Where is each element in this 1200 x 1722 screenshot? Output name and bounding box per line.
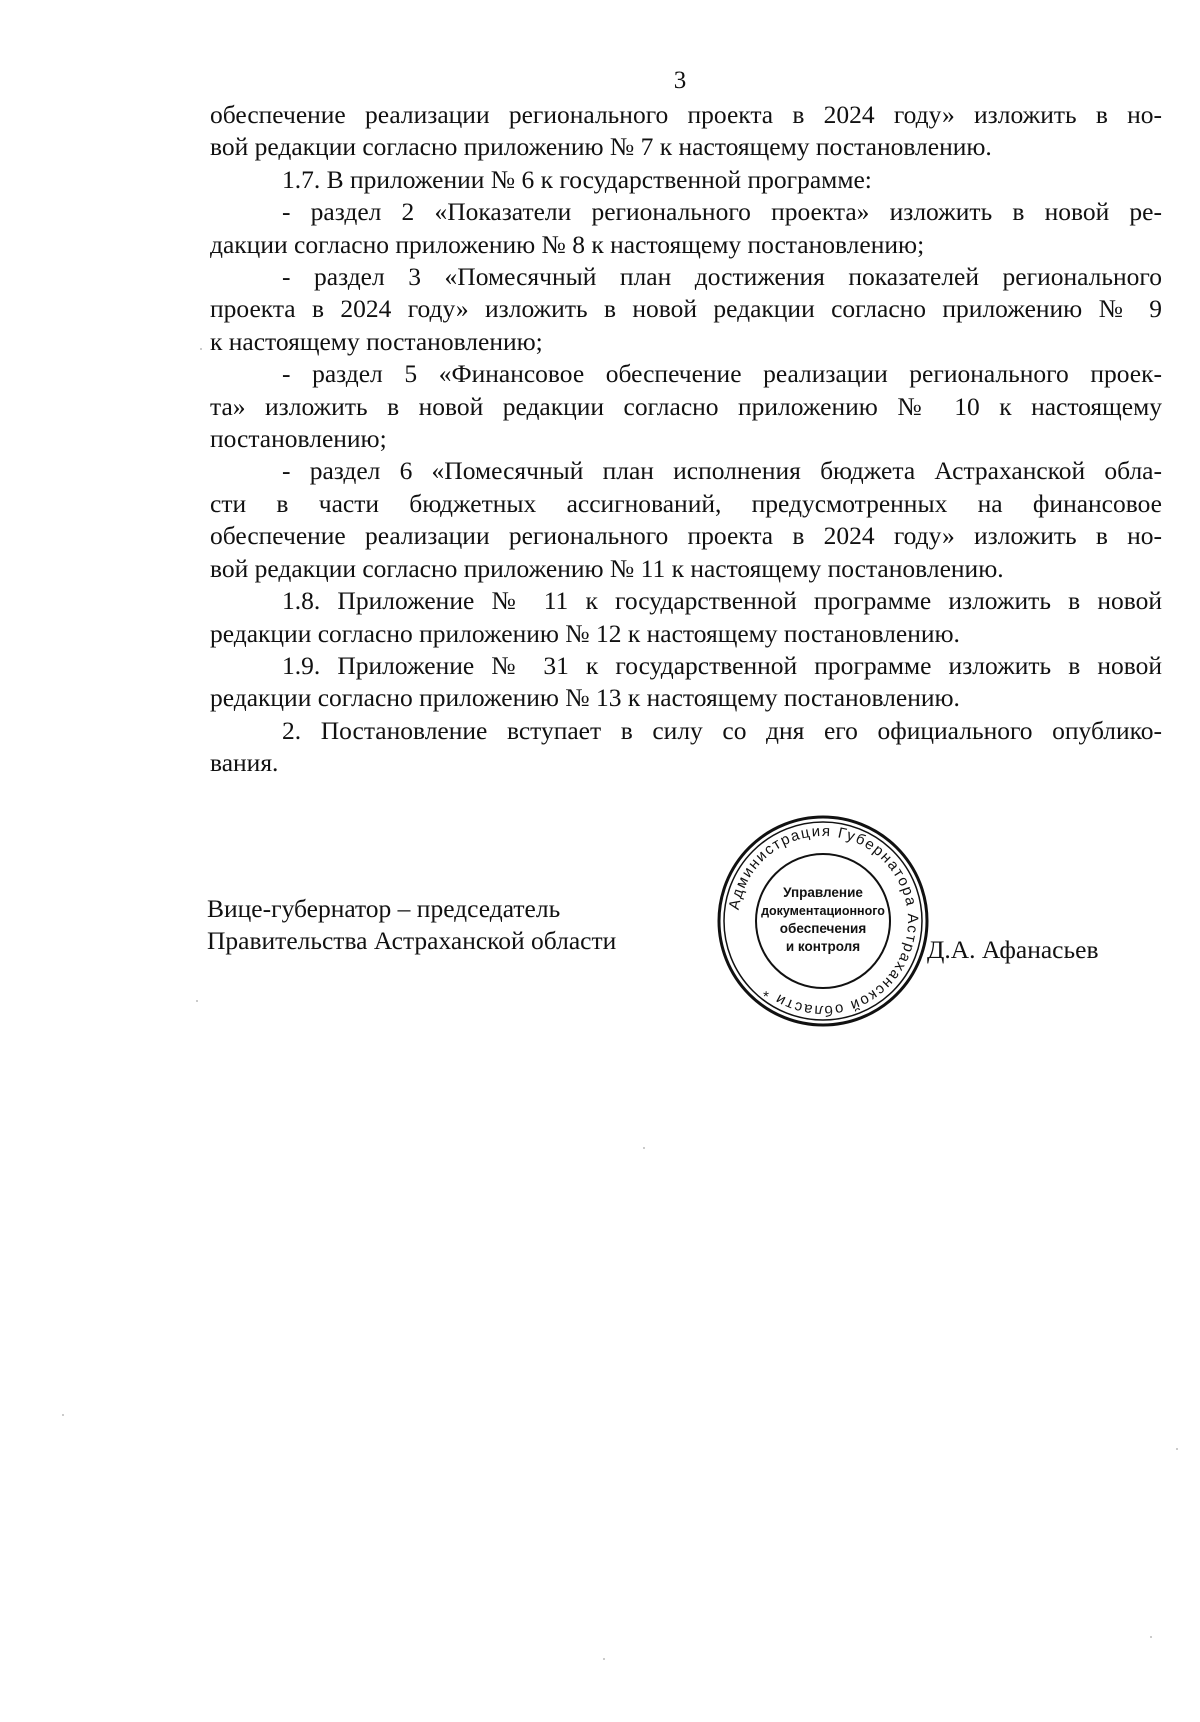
- text-line: - раздел 6 «Помесячный план исполнения бюджета Астраханской обла-: [282, 456, 1162, 486]
- stamp-center-line: Управление: [783, 885, 863, 900]
- text-line: вой редакции согласно приложению № 11 к настоящему постановлению.: [210, 553, 1004, 583]
- text-line: обеспечение реализации регионального проекта в 2024 году» изложить в но-: [210, 521, 1162, 551]
- text-line: проекта в 2024 году» изложить в новой редакции согласно приложению № 9: [210, 294, 1162, 324]
- paragraph-section-3: [210, 261, 1162, 358]
- stamp-center-line: обеспечения: [779, 921, 867, 936]
- signer-position-line: Вице-губернатор – председатель: [207, 894, 561, 923]
- scan-speck: [62, 1414, 64, 1416]
- paragraph-section-6: [210, 455, 1162, 585]
- text-line: сти в части бюджетных ассигнований, предусмотренных на финансовое: [210, 488, 1162, 518]
- document-body: [210, 99, 1162, 780]
- text-line: обеспечение реализации регионального проекта в 2024 году» изложить в но-: [210, 100, 1162, 129]
- paragraph-section-2: [210, 196, 1162, 261]
- paragraph-item-1-9: [210, 650, 1162, 715]
- text-line: - раздел 3 «Помесячный план достижения показателей регионального: [282, 262, 1162, 292]
- text-line: - раздел 2 «Показатели регионального проекта» изложить в новой ре-: [282, 197, 1162, 227]
- scan-speck: [196, 1000, 198, 1002]
- stamp-center-line: документационного: [761, 904, 885, 918]
- signer-name: Д.А. Афанасьев: [927, 935, 1099, 964]
- text-line: вой редакции согласно приложению № 7 к настоящему постановлению.: [210, 132, 992, 162]
- text-line: вания.: [210, 748, 279, 778]
- scan-speck: [603, 1658, 605, 1660]
- stamp-center-line: и контроля: [785, 939, 861, 954]
- paragraph-section-5: [210, 358, 1162, 455]
- text-line: редакции согласно приложению № 13 к настоящему постановлению.: [210, 683, 960, 713]
- page-number: 3: [673, 67, 687, 94]
- signer-position-line: Правительства Астраханской области: [207, 926, 617, 955]
- text-line: 1.7. В приложении № 6 к государственной программе:: [282, 164, 872, 194]
- scan-speck: [1150, 1636, 1152, 1638]
- paragraph-item-1-8: [210, 585, 1162, 650]
- text-line: постановлению;: [210, 424, 387, 454]
- text-line: 1.9. Приложение № 31 к государственной программе изложить в новой: [282, 650, 1162, 680]
- text-line: дакции согласно приложению № 8 к настоящему постановлению;: [210, 229, 925, 259]
- text-line: редакции согласно приложению № 12 к настоящему постановлению.: [210, 618, 960, 648]
- paragraph-continuation: [210, 99, 1162, 164]
- official-seal-stamp: [715, 813, 931, 1029]
- text-line: та» изложить в новой редакции согласно приложению № 10 к настоящему: [210, 391, 1162, 421]
- scan-speck: [643, 1147, 645, 1149]
- text-line: - раздел 5 «Финансовое обеспечение реализации регионального проек-: [282, 359, 1162, 389]
- text-line: 1.8. Приложение № 11 к государственной программе изложить в новой: [282, 586, 1162, 616]
- text-line: 2. Постановление вступает в силу со дня его официального опублико-: [282, 715, 1162, 745]
- stamp-ring-textpath: Администрация Губернатора Астраханской области *: [725, 822, 922, 1020]
- paragraph-item-1-7: [210, 164, 1162, 196]
- signer-position: [207, 893, 616, 957]
- text-line: к настоящему постановлению;: [210, 326, 543, 356]
- paragraph-item-2: [210, 715, 1162, 780]
- scan-speck: [200, 348, 202, 350]
- scan-speck: [1176, 1448, 1178, 1450]
